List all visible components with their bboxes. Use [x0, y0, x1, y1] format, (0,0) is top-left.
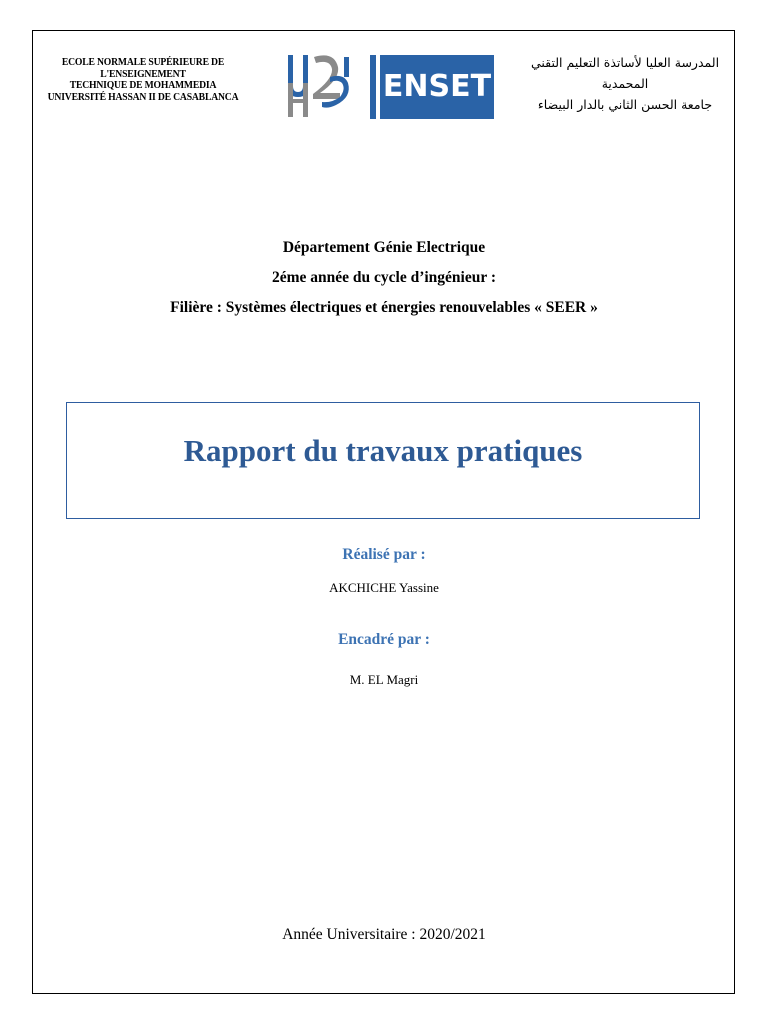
department-block — [34, 233, 734, 323]
institution-ar-line-1: المدرسة العليا لأساتذة التعليم التقني — [530, 55, 720, 70]
uh2-logo-graphic — [286, 53, 356, 119]
enset-logo-bar — [370, 55, 376, 119]
title-box — [66, 402, 700, 519]
institution-name-ar — [520, 52, 730, 115]
report-title: Rapport du travaux pratiques — [183, 433, 583, 468]
institution-name-fr — [46, 57, 239, 103]
department-name: Département Génie Electrique — [282, 239, 486, 256]
enset-logo-text: ENSET — [380, 55, 494, 119]
encadre-par-label: Encadré par : — [338, 631, 430, 648]
realise-par-label: Réalisé par : — [342, 546, 426, 563]
cycle-year: 2éme année du cycle d’ingénieur : — [271, 269, 496, 286]
institution-ar-line-2: المحمدية — [601, 76, 649, 91]
author-name: AKCHICHE Yassine — [329, 580, 439, 595]
uh2-logo — [286, 53, 356, 119]
enset-logo — [370, 55, 494, 119]
institution-fr-line-3: TECHNIQUE DE MOHAMMEDIA — [69, 80, 217, 91]
program-name: Filière : Systèmes électriques et énergies renouvelables « SEER » — [170, 299, 598, 316]
academic-year: Année Universitaire : 2020/2021 — [282, 926, 486, 943]
institution-fr-line-2: L'ENSEIGNEMENT — [100, 68, 186, 80]
supervisor-name: M. EL Magri — [349, 672, 419, 687]
institution-fr-line-1: ECOLE NORMALE SUPÉRIEURE DE — [61, 57, 225, 68]
institution-ar-line-3: جامعة الحسن الثاني بالدار البيضاء — [537, 97, 713, 112]
institution-fr-line-4: UNIVERSITÉ HASSAN II DE CASABLANCA — [47, 91, 239, 103]
